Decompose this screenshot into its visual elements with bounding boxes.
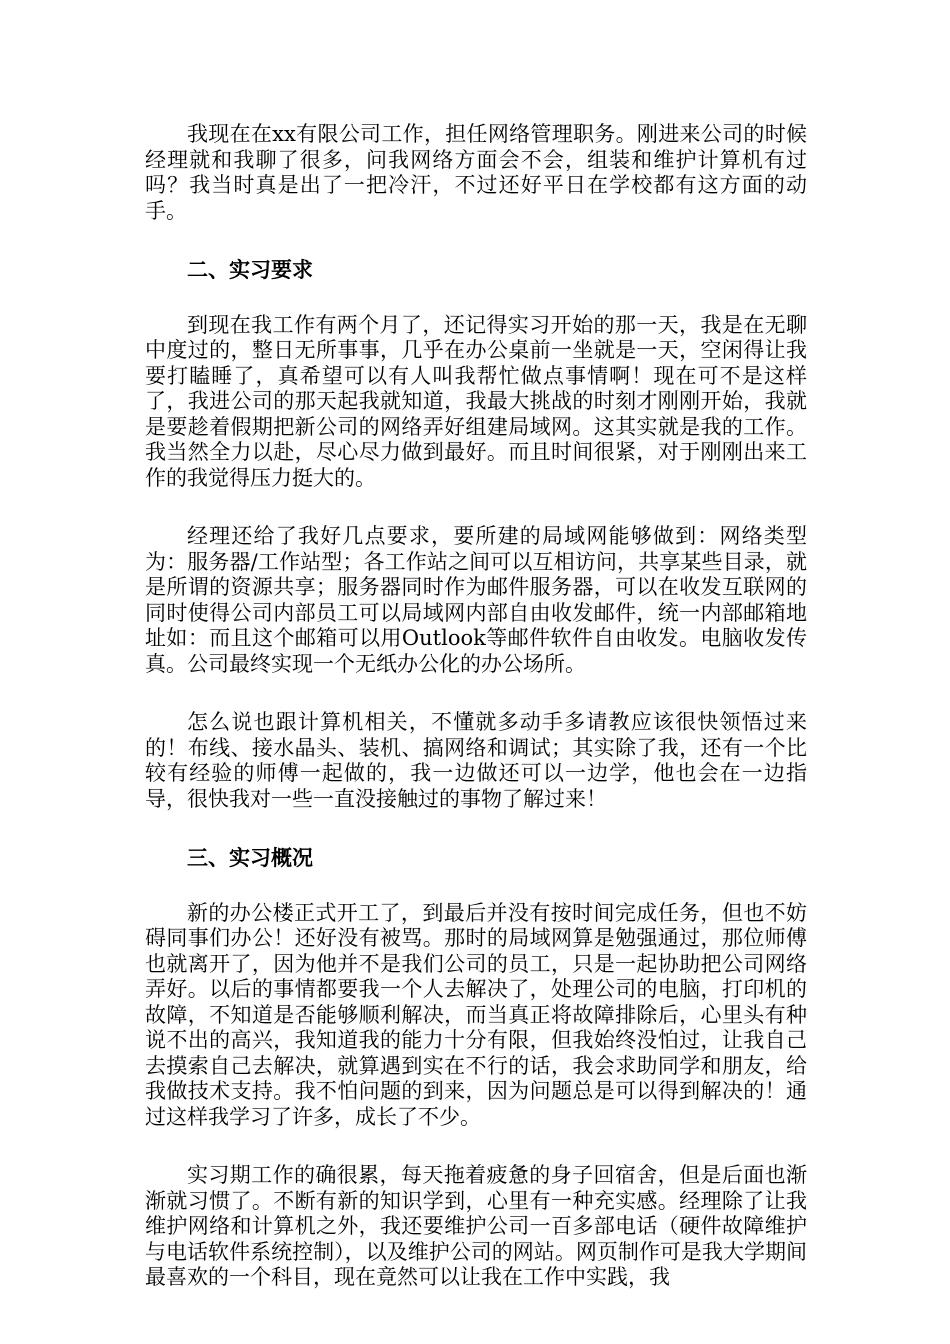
paragraph-hands-on-learning: 怎么说也跟计算机相关，不懂就多动手多请教应该很快领悟过来的！布线、接水晶头、装机、搞网络和调试；其实除了我，还有一个比较有经验的师傅一起做的，我一边做还可以一边学，他也会在一边指导，很快我对一些一直没接触过的事物了解过来！ [145,710,807,811]
paragraph-daily-work: 实习期工作的确很累，每天拖着疲惫的身子回宿舍，但是后面也渐渐就习惯了。不断有新的知识学到，心里有一种充实感。经理除了让我维护网络和计算机之外，我还要维护公司一百多部电话（硬件故障维护与电话软件系统控制），以及维护公司的网站。网页制作可是我大学期间最喜欢的一个科目，现在竟然可以让我在工作中实践，我 [145,1163,807,1289]
section-heading-overview: 三、实习概况 [187,845,313,870]
paragraph-intro: 我现在在xx有限公司工作，担任网络管理职务。刚进来公司的时候经理就和我聊了很多，问我网络方面会不会，组装和维护计算机有过吗？我当时真是出了一把冷汗，不过还好平日在学校都有这方面的动手。 [145,122,807,223]
paragraph-start-of-work: 到现在我工作有两个月了，还记得实习开始的那一天，我是在无聊中度过的，整日无所事事，几乎在办公桌前一坐就是一天，空闲得让我要打瞌睡了，真希望可以有人叫我帮忙做点事情啊！现在可不是这样了，我进公司的那天起我就知道，我最大挑战的时刻才刚刚开始，我就是要趁着假期把新公司的网络弄好组建局域网。这其实就是我的工作。我当然全力以赴，尽心尽力做到最好。而且时间很紧，对于刚刚出来工作的我觉得压力挺大的。 [145,312,807,490]
paragraph-manager-requirements: 经理还给了我好几点要求，要所建的局域网能够做到：网络类型为：服务器/工作站型；各工作站之间可以互相访问，共享某些目录，就是所谓的资源共享；服务器同时作为邮件服务器，可以在收发互联网的同时使得公司内部员工可以局域网内部自由收发邮件，统一内部邮箱地址如：而且这个邮箱可以用Outlook等邮件软件自由收发。电脑收发传真。公司最终实现一个无纸办公化的办公场所。 [145,524,807,676]
paragraph-new-office: 新的办公楼正式开工了，到最后并没有按时间完成任务，但也不妨碍同事们办公！还好没有被骂。那时的局域网算是勉强通过，那位师傅也就离开了，因为他并不是我们公司的员工，只是一起协助把公司网络弄好。以后的事情都要我一个人去解决了，处理公司的电脑，打印机的故障，不知道是否能够顺利解决，而当真正将故障排除后，心里头有种说不出的高兴，我知道我的能力十分有限，但我始终没怕过，让我自己去摸索自己去解决，就算遇到实在不行的话，我会求助同学和朋友，给我做技术支持。我不怕问题的到来，因为问题总是可以得到解决的！通过这样我学习了许多，成长了不少。 [145,900,807,1129]
section-heading-requirements: 二、实习要求 [187,257,313,282]
document-page [145,122,807,1291]
